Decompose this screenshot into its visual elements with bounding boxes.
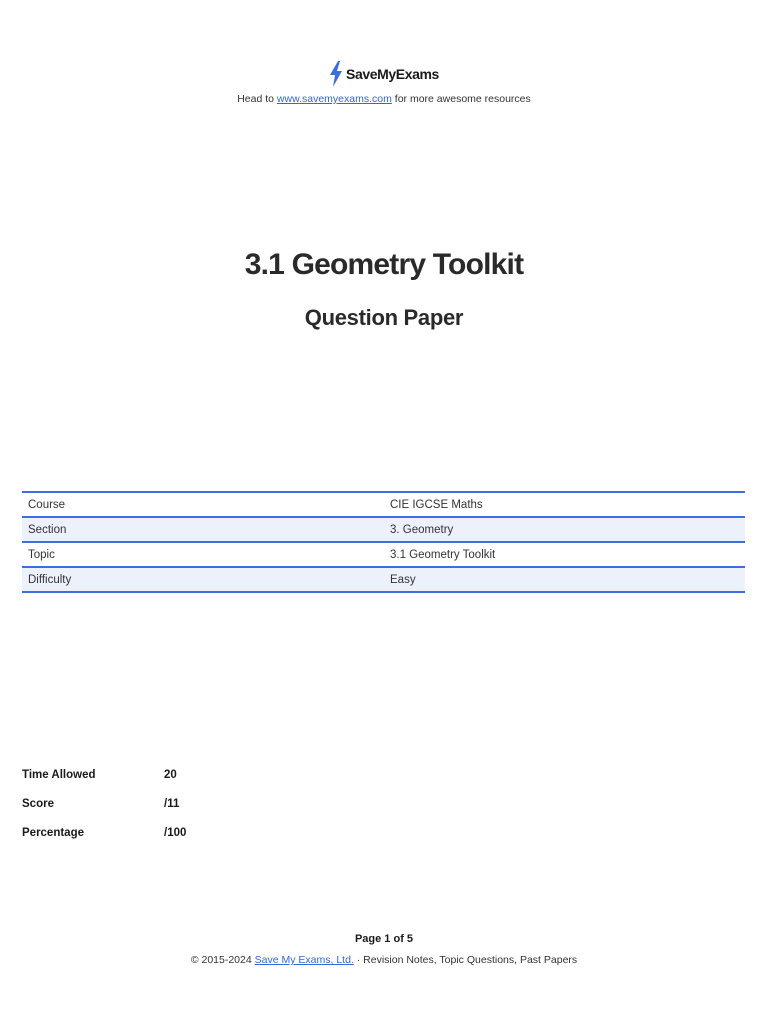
lightning-bolt-icon xyxy=(329,61,343,87)
table-row xyxy=(22,492,745,517)
stat-label: Percentage xyxy=(22,826,85,839)
header-tagline xyxy=(0,93,768,105)
row-value: Easy xyxy=(390,573,416,586)
page-number: Page 1 of 5 xyxy=(354,933,414,945)
page-header xyxy=(0,60,768,105)
copyright-line xyxy=(0,954,768,966)
website-link[interactable]: www.savemyexams.com xyxy=(276,93,392,105)
stat-value: 20 xyxy=(164,768,177,781)
table-row xyxy=(22,517,745,542)
row-value: 3. Geometry xyxy=(390,523,454,536)
page-footer xyxy=(0,933,768,966)
row-label: Topic xyxy=(28,548,55,561)
row-value: CIE IGCSE Maths xyxy=(390,498,483,511)
brand-name: SaveMyExams xyxy=(346,66,439,82)
stat-row xyxy=(22,789,186,818)
row-label: Section xyxy=(28,523,67,536)
stat-value: /11 xyxy=(164,797,180,810)
row-label: Course xyxy=(28,498,66,511)
document-subtitle: Question Paper xyxy=(304,305,464,330)
row-value: 3.1 Geometry Toolkit xyxy=(390,548,496,561)
tagline-suffix: for more awesome resources xyxy=(391,93,531,105)
stat-row xyxy=(22,760,186,789)
copyright-suffix: · Revision Notes, Topic Questions, Past Papers xyxy=(353,954,578,966)
table-row xyxy=(22,567,745,592)
company-link[interactable]: Save My Exams, Ltd. xyxy=(254,954,354,966)
exam-stats xyxy=(22,760,186,847)
stat-label: Time Allowed xyxy=(22,768,96,781)
brand-logo[interactable] xyxy=(329,60,439,88)
copyright-prefix: © 2015-2024 xyxy=(190,954,255,966)
stat-label: Score xyxy=(22,797,54,810)
document-title: 3.1 Geometry Toolkit xyxy=(244,248,524,281)
table-row xyxy=(22,542,745,567)
stat-row xyxy=(22,818,186,847)
stat-value: /100 xyxy=(164,826,187,839)
row-label: Difficulty xyxy=(28,573,72,586)
tagline-prefix: Head to xyxy=(237,93,277,105)
course-info-table xyxy=(22,491,745,593)
